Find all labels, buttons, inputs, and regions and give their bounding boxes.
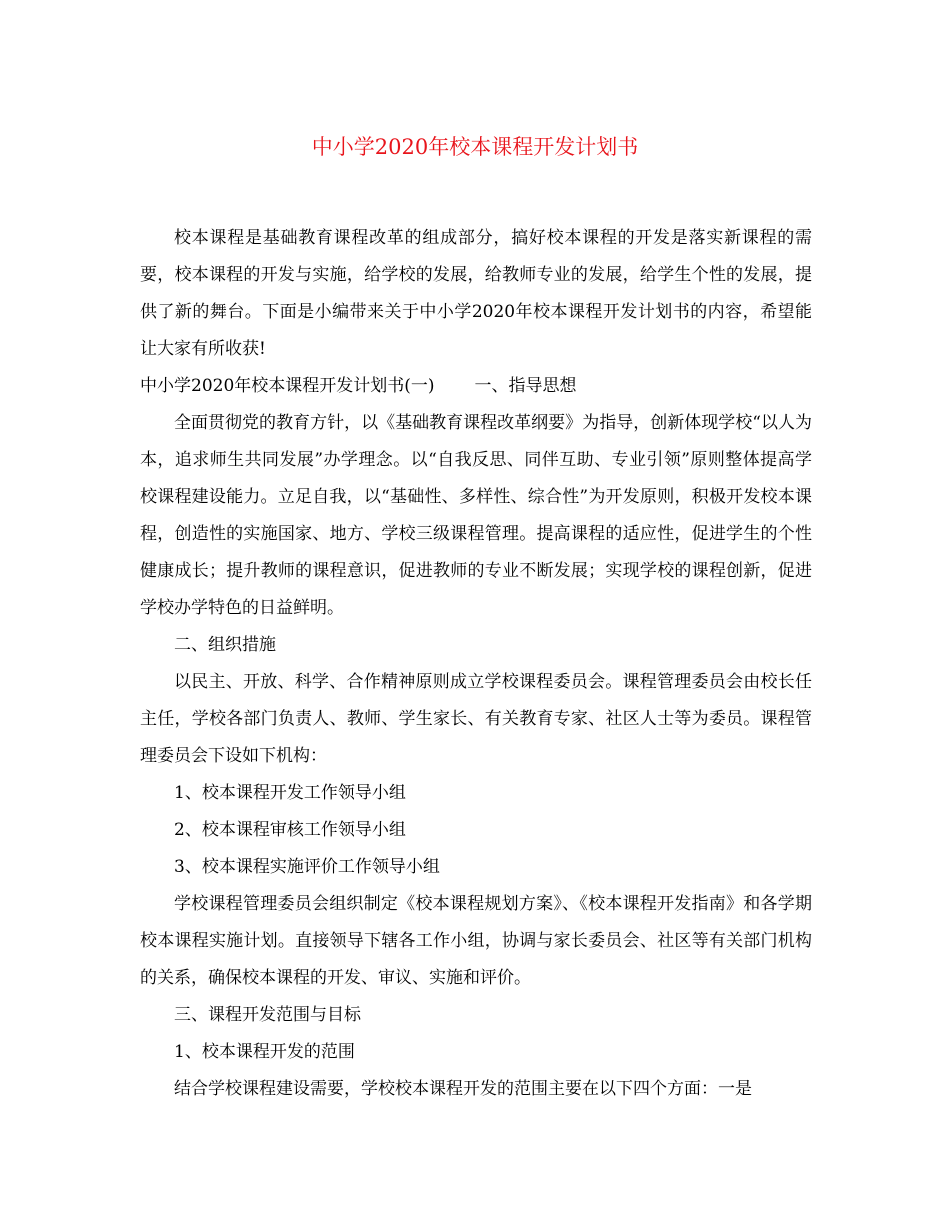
scope-subheading: 1、校本课程开发的范围 [174,1042,355,1062]
organization-paragraph: 以民主、开放、科学、合作精神原则成立学校课程委员会。课程管理委员会由校长任主任，学校各部门负责人、教师、学生家长、有关教育专家、社区人士等为委员。课程管理委员会下设如下机构： [140,672,812,766]
guiding-thought-heading: 一、指导思想 [474,376,577,396]
organization-heading: 二、组织措施 [174,635,276,655]
committee-paragraph: 学校课程管理委员会组织制定《校本课程规划方案》、《校本课程开发指南》和各学期校本课程实施计划。直接领导下辖各工作小组，协调与家长委员会、社区等有关部门机构的关系，确保校本课程的开发、审议、实施和评价。 [140,894,812,988]
document-title: 中小学2020年校本课程开发计划书 [311,135,639,159]
scope-paragraph: 结合学校课程建设需要，学校校本课程开发的范围主要在以下四个方面：一是 [174,1079,752,1099]
list-item: 3、校本课程实施评价工作领导小组 [174,857,440,877]
section-heading-line [140,368,812,405]
scope-heading: 三、课程开发范围与目标 [174,1005,361,1025]
document-body [140,220,812,1108]
list-item: 2、校本课程审核工作领导小组 [174,820,406,840]
plan-heading: 中小学2020年校本课程开发计划书(一) [140,376,435,396]
guiding-thought-paragraph: 全面贯彻党的教育方针，以《基础教育课程改革纲要》为指导，创新体现学校“以人为本，追求师生共同发展”办学理念。以“自我反思、同伴互助、专业引领”原则整体提高学校课程建设能力。立足自我，以“基础性、多样性、综合性”为开发原则，积极开发校本课程，创造性的实施国家、地方、学校三级课程管理。提高课程的适应性，促进学生的个性健康成长；提升教师的课程意识，促进教师的专业不断发展；实现学校的课程创新，促进学校办学特色的日益鲜明。 [140,413,812,618]
list-item: 1、校本课程开发工作领导小组 [174,783,406,803]
intro-paragraph: 校本课程是基础教育课程改革的组成部分，搞好校本课程的开发是落实新课程的需要，校本课程的开发与实施，给学校的发展，给教师专业的发展，给学生个性的发展，提供了新的舞台。下面是小编带来关于中小学2020年校本课程开发计划书的内容，希望能让大家有所收获! [140,228,812,359]
